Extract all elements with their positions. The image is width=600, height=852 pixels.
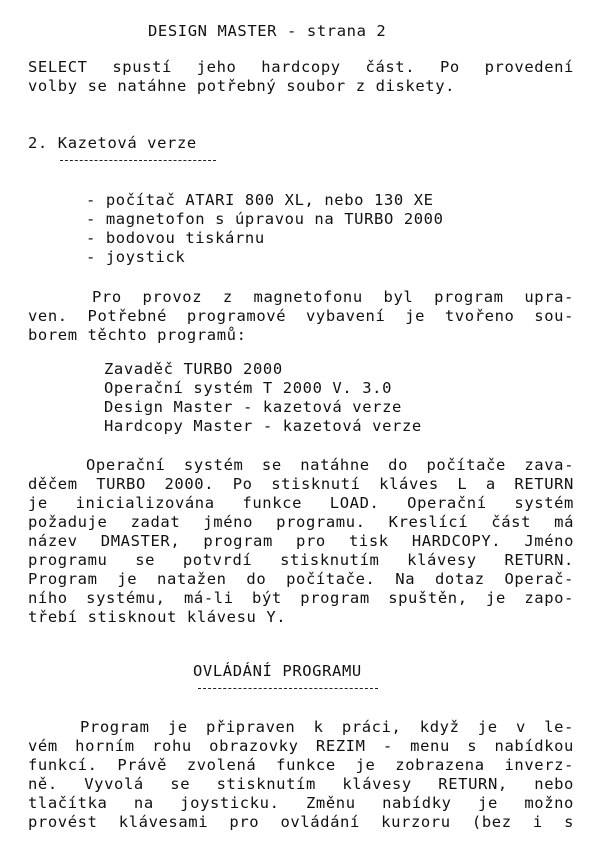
paragraph-line: ven. Potřebné programové vybavení je tvořeno sou- bbox=[28, 307, 574, 325]
requirement-item: - bodovou tiskárnu bbox=[86, 229, 265, 247]
paragraph-line: Program je připraven k práci, když je v le- bbox=[80, 718, 574, 736]
section-underline bbox=[60, 160, 216, 161]
requirement-item: - joystick bbox=[86, 248, 186, 266]
program-item: Hardcopy Master - kazetová verze bbox=[104, 417, 422, 435]
paragraph-line: programu se potvrdí stisknutím klávesy RETURN. bbox=[28, 551, 574, 569]
paragraph-line: děčem TURBO 2000. Po stisknutí kláves L a RETURN bbox=[28, 475, 574, 493]
paragraph-line: Pro provoz z magnetofonu byl program upra- bbox=[92, 288, 574, 306]
requirement-item: - magnetofon s úpravou na TURBO 2000 bbox=[86, 210, 444, 228]
paragraph-line: borem těchto programů: bbox=[28, 326, 247, 344]
program-item: Zavaděč TURBO 2000 bbox=[104, 360, 283, 378]
section-heading: 2. Kazetová verze bbox=[28, 134, 197, 152]
paragraph-line: požaduje zadat jméno programu. Kreslící část má bbox=[28, 513, 574, 531]
paragraph-line: Program je natažen do počítače. Na dotaz Operač- bbox=[28, 570, 574, 588]
page-title: DESIGN MASTER - strana 2 bbox=[148, 22, 387, 40]
paragraph-line: Operační systém se natáhne do počítače zava- bbox=[86, 456, 574, 474]
section-heading: OVLÁDÁNÍ PROGRAMU bbox=[193, 662, 362, 680]
paragraph-line: je inicializována funkce LOAD. Operační systém bbox=[28, 494, 574, 512]
paragraph-line: ně. Vyvolá se stisknutím klávesy RETURN, nebo bbox=[28, 775, 574, 793]
paragraph-line: tlačítka na joysticku. Změnu nabídky je možno bbox=[28, 794, 574, 812]
paragraph-line: funkcí. Právě zvolená funkce je zobrazena inverz- bbox=[28, 756, 574, 774]
requirement-item: - počítač ATARI 800 XL, nebo 130 XE bbox=[86, 191, 434, 209]
paragraph-line: provést klávesami pro ovládání kurzoru (bez i s bbox=[28, 813, 574, 831]
intro-line: volby se natáhne potřebný soubor z diskety. bbox=[28, 77, 456, 95]
program-item: Operační systém T 2000 V. 3.0 bbox=[104, 379, 393, 397]
paragraph-line: ního systému, má-li být program spuštěn, je zapo- bbox=[28, 589, 574, 607]
paragraph-line: název DMASTER, program pro tisk HARDCOPY. Jméno bbox=[28, 532, 574, 550]
section-underline bbox=[198, 688, 378, 689]
paragraph-line: třebí stisknout klávesu Y. bbox=[28, 608, 287, 626]
program-item: Design Master - kazetová verze bbox=[104, 398, 402, 416]
intro-line: SELECT spustí jeho hardcopy část. Po provedení bbox=[28, 58, 574, 76]
paragraph-line: vém horním rohu obrazovky REZIM - menu s nabídkou bbox=[28, 737, 574, 755]
